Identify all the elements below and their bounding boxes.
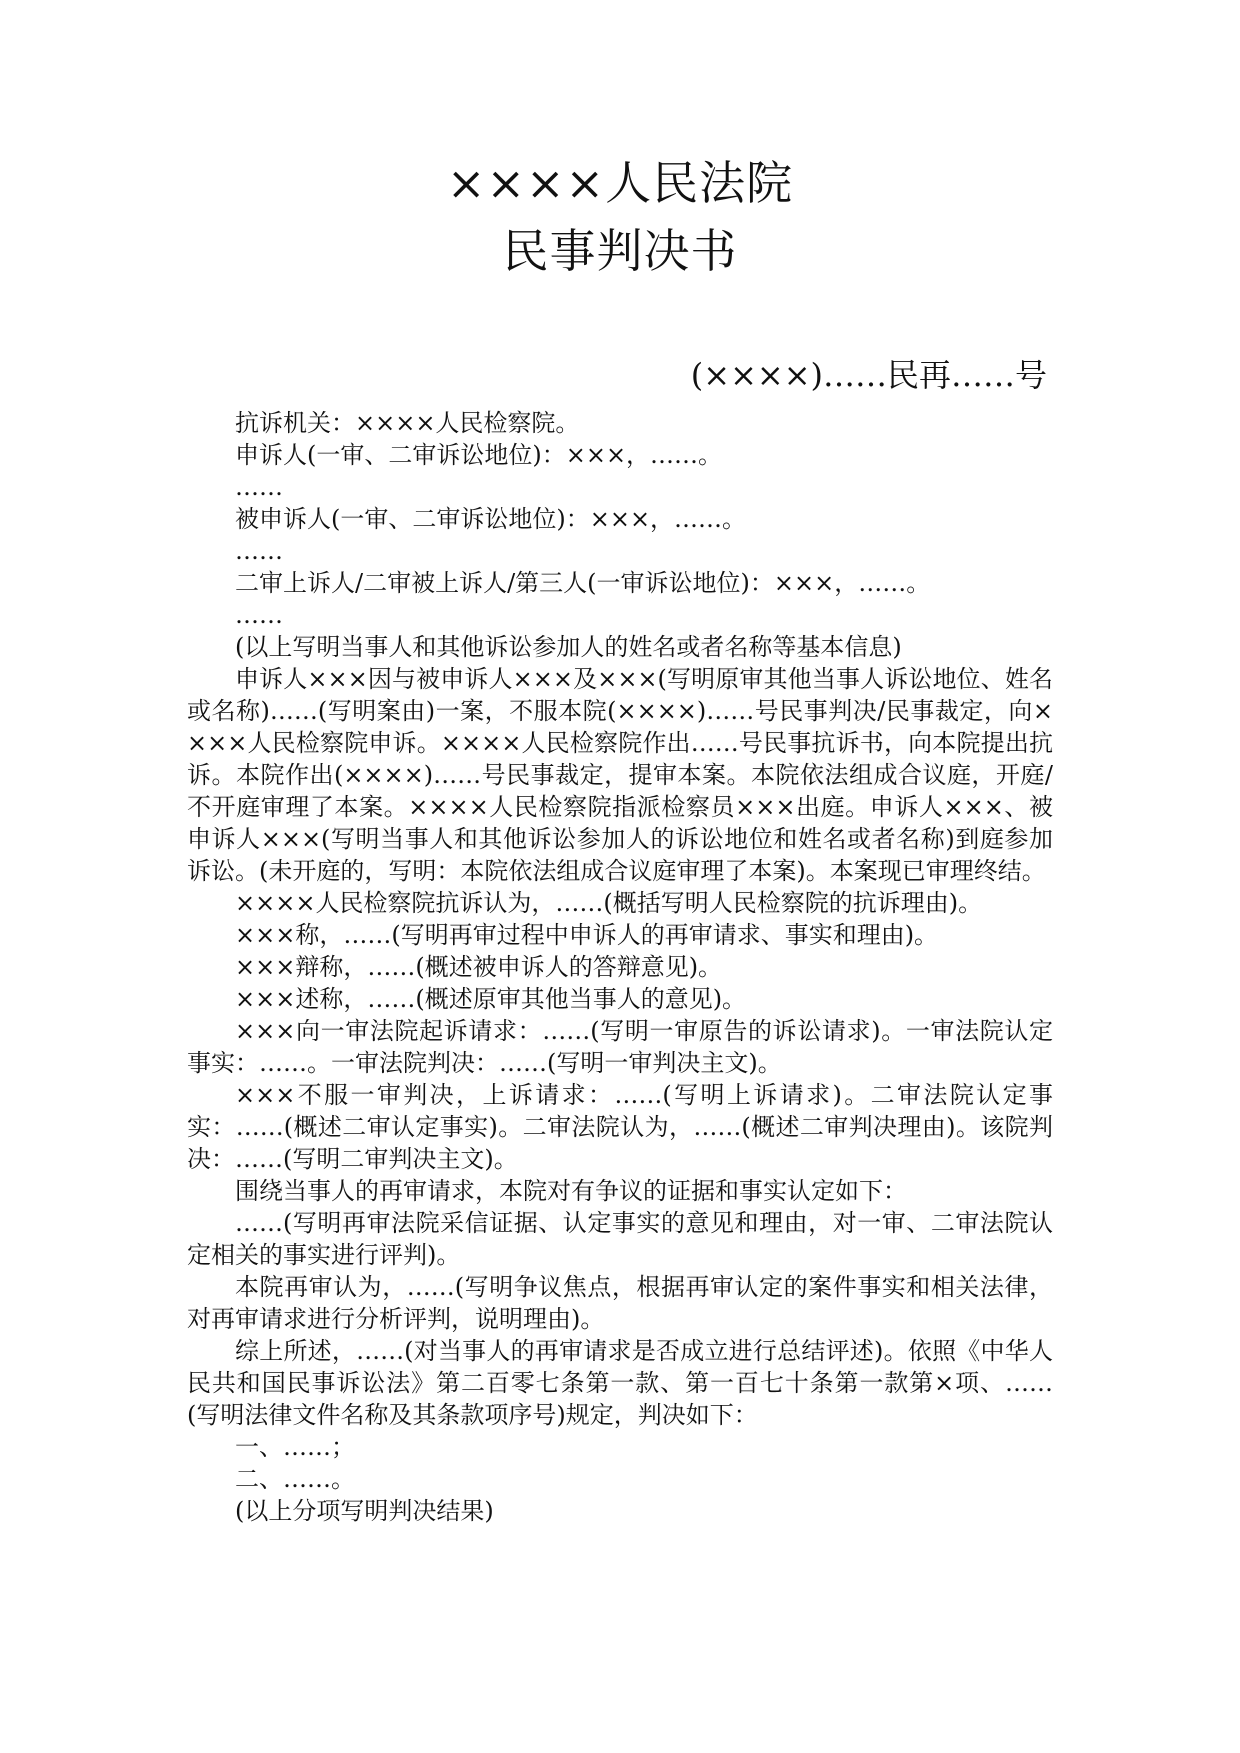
paragraph-other-parties: 二审上诉人/二审被上诉人/第三人(一审诉讼地位)：×××，……。	[235, 569, 931, 597]
paragraph-fact-finding-intro: 围绕当事人的再审请求，本院对有争议的证据和事实认定如下：	[235, 1177, 907, 1205]
paragraph-ellipsis: ……	[235, 601, 283, 629]
paragraph-appellant-claim: ×××称，……(写明再审过程中申诉人的再审请求、事实和理由)。	[235, 921, 939, 949]
case-number: (××××)……民再……号	[690, 356, 1047, 394]
paragraph-judgment-item-1: 一、……；	[235, 1433, 355, 1461]
paragraph-appellant: 申诉人(一审、二审诉讼地位)：×××，……。	[235, 441, 723, 469]
paragraph-other-party-statement: ×××述称，……(概述原审其他当事人的意见)。	[235, 985, 747, 1013]
paragraph-respondent: 被申诉人(一审、二审诉讼地位)：×××，……。	[235, 505, 747, 533]
paragraph-first-instance: ×××向一审法院起诉请求：……(写明一审原告的诉讼请求)。一审法院认定事实：……。一审法院判决：……(写明一审判决主文)。	[187, 1017, 1053, 1077]
paragraph-conclusion: 综上所述，……(对当事人的再审请求是否成立进行总结评述)。依照《中华人民共和国民事诉讼法》第二百零七条第一款、第一百七十条第一款第×项、……(写明法律文件名称及其条款项序号)规定，判决如下：	[187, 1337, 1053, 1429]
paragraph-fact-finding: ……(写明再审法院采信证据、认定事实的意见和理由，对一审、二审法院认定相关的事实进行评判)。	[187, 1209, 1053, 1269]
document-body	[187, 407, 1053, 1527]
court-name: ××××人民法院	[446, 156, 794, 210]
paragraph-judgment-note: (以上分项写明判决结果)	[235, 1497, 494, 1525]
paragraph-ellipsis: ……	[235, 537, 283, 565]
paragraph-case-history: 申诉人×××因与被申诉人×××及×××(写明原审其他当事人诉讼地位、姓名或名称)……(写明案由)一案，不服本院(××××)……号民事判决/民事裁定，向××××人民检察院申诉。××××人民检察院作出……号民事抗诉书，向本院提出抗诉。本院作出(××××)……号民事裁定，提审本案。本院依法组成合议庭，开庭/不开庭审理了本案。××××人民检察院指派检察员×××出庭。申诉人×××、被申诉人×××(写明当事人和其他诉讼参加人的诉讼地位和姓名或者名称)到庭参加诉讼。(未开庭的，写明：本院依法组成合议庭审理了本案)。本案现已审理终结。	[187, 665, 1053, 885]
paragraph-protest-authority: 抗诉机关：××××人民检察院。	[235, 409, 580, 437]
paragraph-judgment-item-2: 二、……。	[235, 1465, 355, 1493]
paragraph-ellipsis: ……	[235, 473, 283, 501]
paragraph-parties-note: (以上写明当事人和其他诉讼参加人的姓名或者名称等基本信息)	[235, 633, 902, 661]
document-title: 民事判决书	[502, 224, 738, 278]
paragraph-procuratorate-opinion: ××××人民检察院抗诉认为，……(概括写明人民检察院的抗诉理由)。	[235, 889, 983, 917]
paragraph-court-reasoning: 本院再审认为，……(写明争议焦点，根据再审认定的案件事实和相关法律，对再审请求进行分析评判，说明理由)。	[187, 1273, 1053, 1333]
paragraph-second-instance: ×××不服一审判决，上诉请求：……(写明上诉请求)。二审法院认定事实：……(概述二审认定事实)。二审法院认为，……(概述二审判决理由)。该院判决：……(写明二审判决主文)。	[187, 1081, 1053, 1173]
paragraph-respondent-defense: ×××辩称，……(概述被申诉人的答辩意见)。	[235, 953, 723, 981]
